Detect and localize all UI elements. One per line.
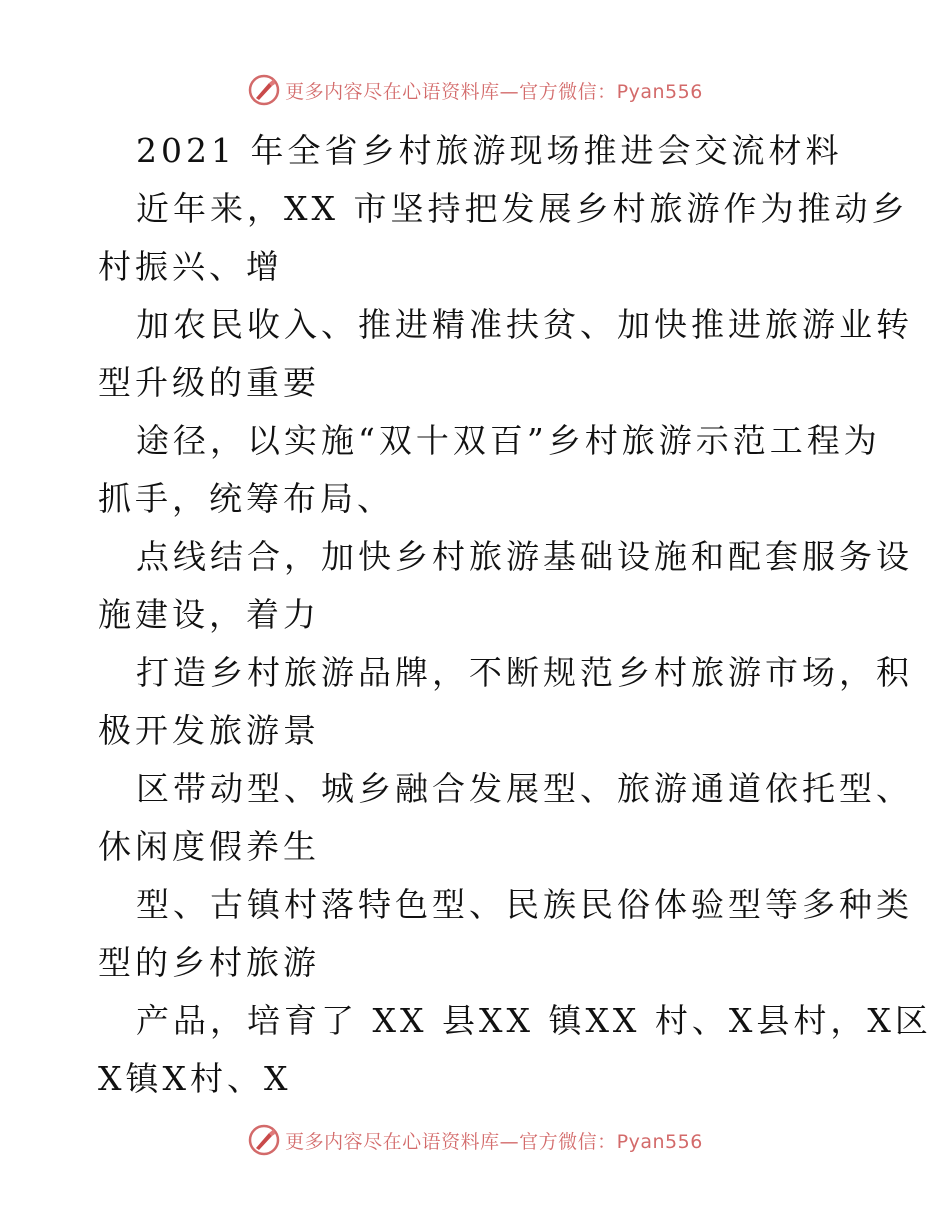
paragraph-line: 区带动型、城乡融合发展型、旅游通道依托型、 (136, 769, 913, 808)
document-body (98, 122, 932, 1108)
paragraph-line: 村振兴、增 (98, 247, 283, 286)
header-banner (0, 70, 950, 110)
paragraph-line: 型的乡村旅游 (98, 943, 320, 982)
paragraph-line: 施建设，着力 (98, 595, 320, 634)
header-banner-text: 更多内容尽在心语资料库—官方微信：Pyan556 (285, 80, 703, 103)
paragraph-line: 近年来，XX 市坚持把发展乡村旅游作为推动乡 (136, 189, 909, 228)
document-title: 2021 年全省乡村旅游现场推进会交流材料 (136, 131, 843, 170)
paragraph-line: 产品，培育了 XX 县XX 镇XX 村、X县村，X区 (136, 1001, 932, 1040)
paragraph-line: 型升级的重要 (98, 363, 320, 402)
paragraph-line: 加农民收入、推进精准扶贫、加快推进旅游业转 (136, 305, 913, 344)
paragraph-line: 休闲度假养生 (98, 827, 320, 866)
paragraph-line: 极开发旅游景 (98, 711, 320, 750)
paragraph-line: 点线结合，加快乡村旅游基础设施和配套服务设 (136, 537, 913, 576)
quill-logo-icon (247, 1123, 281, 1157)
quill-logo-icon (247, 73, 281, 107)
paragraph-line: 型、古镇村落特色型、民族民俗体验型等多种类 (136, 885, 913, 924)
paragraph-line: 打造乡村旅游品牌，不断规范乡村旅游市场，积 (136, 653, 913, 692)
paragraph-line: 抓手，统筹布局、 (98, 479, 394, 518)
paragraph-line: X镇X村、X (98, 1059, 292, 1098)
paragraph-line: 途径，以实施“双十双百”乡村旅游示范工程为 (136, 421, 881, 460)
footer-banner (0, 1120, 950, 1160)
footer-banner-text: 更多内容尽在心语资料库—官方微信：Pyan556 (285, 1130, 703, 1153)
